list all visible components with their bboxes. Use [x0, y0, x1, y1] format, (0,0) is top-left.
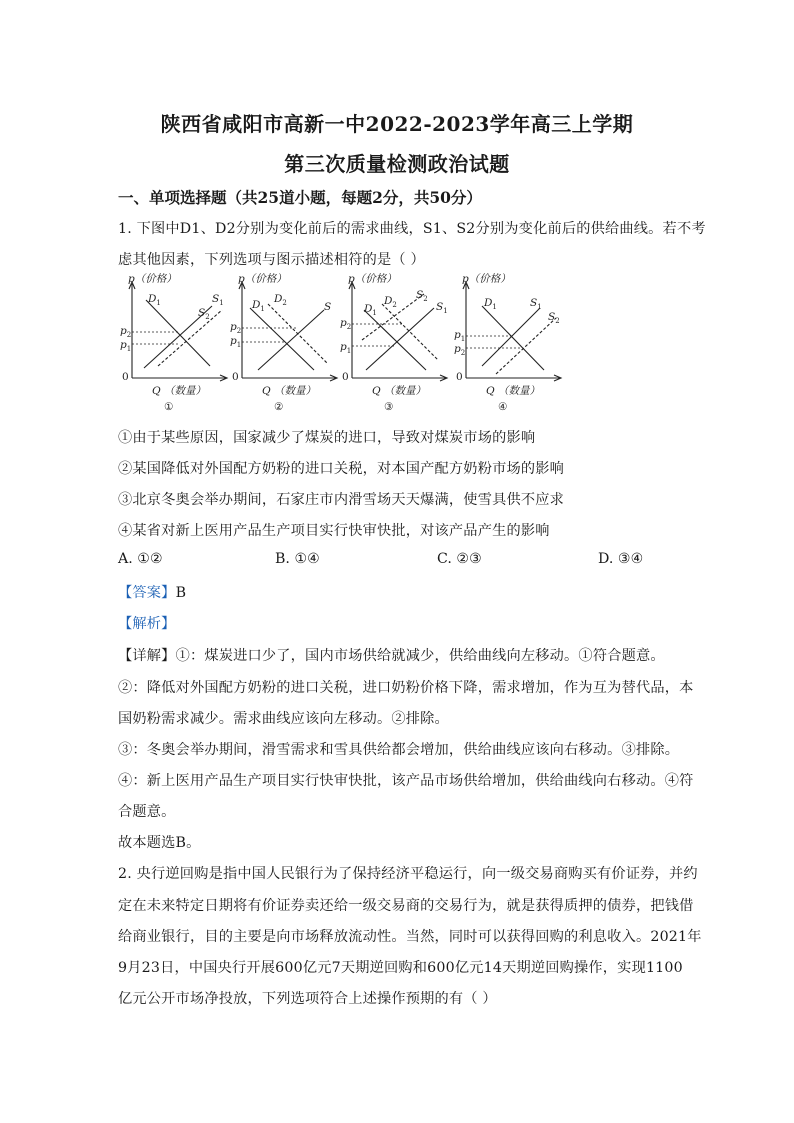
- answer-value: B: [175, 585, 187, 601]
- q1-detail-line2: ②：降低对外国配方奶粉的进口关税，进口奶粉价格下降，需求增加，作为互为替代品，本: [118, 680, 694, 696]
- answer-tag: 【答案】: [118, 585, 176, 601]
- q1-detail-line5: ④：新上医用产品生产项目实行快审快批，该产品市场供给增加，供给曲线向右移动。④符: [118, 773, 694, 789]
- graph-1-x-label: Q （数量）: [152, 385, 206, 397]
- graph-2-curve-d2: $D_2$: [274, 293, 287, 307]
- graph-1-tick-p1: $p_1$: [120, 339, 132, 353]
- q1-conclusion: 故本题选B。: [118, 835, 201, 851]
- q2-line4: 9月23日，中国央行开展600亿元7天期逆回购和600亿元14天期逆回购操作，实现1100: [118, 960, 683, 976]
- supply-demand-graph-3: [338, 270, 458, 420]
- graph-1-curve-s2: $S_2$: [198, 307, 210, 321]
- graph-4-y-label: p（价格）: [462, 273, 511, 285]
- graph-4-curve-s1: $S_1$: [530, 297, 542, 311]
- graph-2-caption: ②: [274, 401, 284, 413]
- graph-3-curve-s2: $S_2$: [416, 289, 428, 303]
- graph-3-x-label: Q （数量）: [372, 385, 426, 397]
- graph-1-curve-s1: $S_1$: [212, 293, 224, 307]
- graph-2-x-label: Q （数量）: [262, 385, 316, 397]
- q2-line5: 亿元公开市场净投放，下列选项符合上述操作预期的有（ ）: [118, 991, 497, 1007]
- section-heading: 一、单项选择题（共25道小题，每题2分，共50分）: [118, 188, 482, 207]
- graph-4-caption: ④: [498, 401, 508, 413]
- q2-line3: 给商业银行，目的主要是向市场释放流动性。当然，同时可以获得回购的利息收入。2021年: [118, 929, 702, 945]
- graph-2-curve-s: S: [324, 301, 332, 313]
- q1-analysis-line: [118, 613, 176, 633]
- graph-4-x-label: Q （数量）: [486, 385, 540, 397]
- exam-title-line2: 第三次质量检测政治试题: [284, 152, 510, 176]
- graph-1-origin: 0: [122, 371, 129, 383]
- q1-option-b: B. ①④: [275, 551, 320, 567]
- analysis-tag: 【解析】: [118, 616, 176, 632]
- graph-4-curve-d1: $D_1$: [484, 297, 497, 311]
- graph-3-tick-p1: $p_1$: [340, 341, 352, 355]
- graph-4-tick-p1: $p_1$: [454, 329, 466, 343]
- q1-detail-line6: 合题意。: [118, 804, 176, 820]
- q1-option-d: D. ③④: [598, 551, 644, 567]
- q1-answer-line: [118, 582, 186, 602]
- supply-demand-graph-2: [228, 270, 348, 420]
- graph-2-tick-p2: $p_2$: [230, 321, 242, 335]
- graph-2-y-label: p（价格）: [238, 273, 287, 285]
- graph-3-caption: ③: [384, 401, 394, 413]
- graph-3-curve-d2: $D_2$: [384, 295, 397, 309]
- graph-1-curve-d1: $D_1$: [148, 293, 161, 307]
- detail-tag: 【详解】: [118, 648, 176, 664]
- graph-3-curve-s1: $S_1$: [436, 301, 448, 315]
- graph-3-y-label: p（价格）: [348, 273, 397, 285]
- supply-demand-graph-1: [118, 270, 238, 420]
- graph-1-tick-p2: $p_2$: [120, 325, 132, 339]
- graph-4-origin: 0: [456, 371, 463, 383]
- graph-1-caption: ①: [164, 401, 174, 413]
- q1-item-4: ④某省对新上医用产品生产项目实行快审快批，对该产品产生的影响: [118, 523, 550, 539]
- q1-item-1: ①由于某些原因，国家减少了煤炭的进口，导致对煤炭市场的影响: [118, 430, 536, 446]
- graph-2-origin: 0: [232, 371, 239, 383]
- graph-4-curve-s2: $S_2$: [548, 311, 560, 325]
- detail-text-1: ①：煤炭进口少了，国内市场供给就减少，供给曲线向左移动。①符合题意。: [175, 648, 665, 664]
- q1-option-c: C. ②③: [437, 551, 482, 567]
- graph-2-tick-p1: $p_1$: [230, 335, 242, 349]
- q1-detail-line1: [118, 645, 665, 665]
- graph-2-curve-d1: $D_1$: [252, 299, 265, 313]
- graph-4-tick-p2: $p_2$: [454, 343, 466, 357]
- graph-1-y-label: p（价格）: [128, 273, 177, 285]
- q1-stem-line2: 虑其他因素，下列选项与图示描述相符的是（ ）: [118, 252, 425, 268]
- q1-option-a: A. ①②: [118, 551, 163, 567]
- graph-3-curve-d1: $D_1$: [364, 303, 377, 317]
- q1-detail-line4: ③：冬奥会举办期间，滑雪需求和雪具供给都会增加，供给曲线应该向右移动。③排除。: [118, 742, 680, 758]
- q1-item-2: ②某国降低对外国配方奶粉的进口关税，对本国产配方奶粉市场的影响: [118, 461, 565, 477]
- exam-title-line1: 陕西省咸阳市高新一中2022-2023学年高三上学期: [160, 112, 634, 136]
- supply-demand-graph-4: [452, 270, 572, 420]
- q2-line2: 定在未来特定日期将有价证券卖还给一级交易商的交易行为，就是获得质押的债券，把钱借: [118, 898, 694, 914]
- q1-stem-line1: 1. 下图中D1、D2分别为变化前后的需求曲线，S1、S2分别为变化前后的供给曲线。若不考: [118, 221, 706, 237]
- graph-3-tick-p2: $p_2$: [340, 317, 352, 331]
- q2-line1: 2. 央行逆回购是指中国人民银行为了保持经济平稳运行，向一级交易商购买有价证券，并约: [118, 866, 698, 882]
- q1-item-3: ③北京冬奥会举办期间，石家庄市内滑雪场天天爆满，使雪具供不应求: [118, 492, 565, 508]
- graph-3-origin: 0: [342, 371, 349, 383]
- q1-detail-line3: 国奶粉需求减少。需求曲线应该向左移动。②排除。: [118, 711, 449, 727]
